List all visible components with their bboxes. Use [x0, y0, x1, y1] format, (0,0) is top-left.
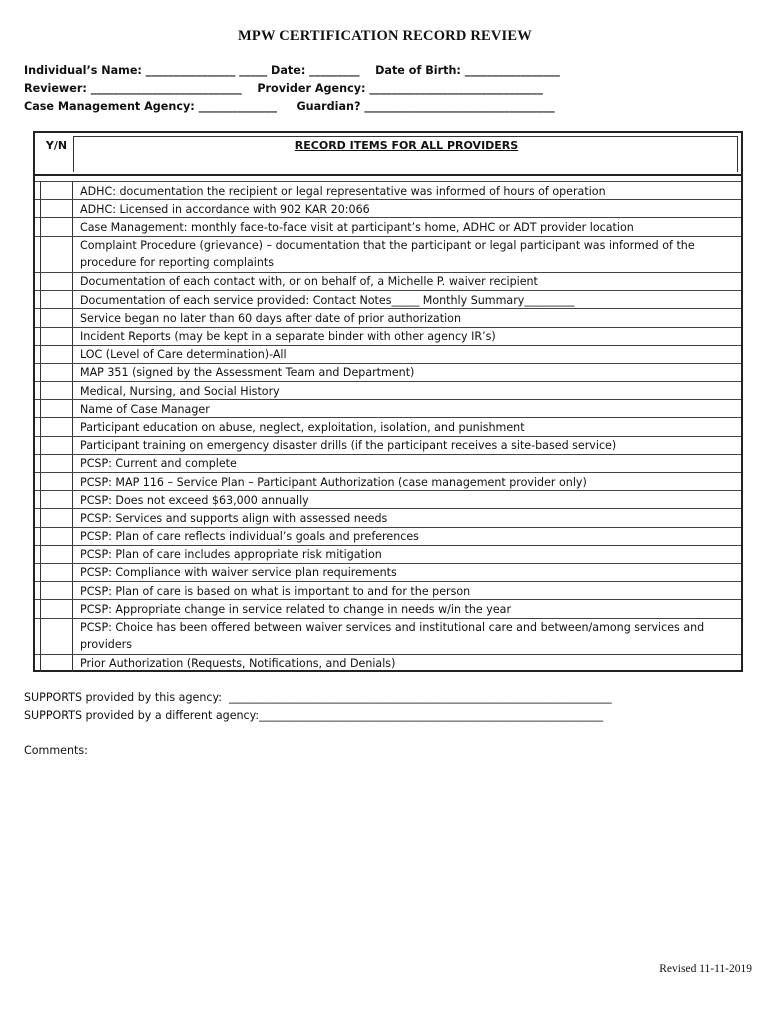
table-body — [35, 181, 741, 672]
yn-column-header: Y/N — [45, 139, 68, 152]
record-item-label: LOC (Level of Care determination)-All — [80, 348, 287, 362]
yn-checkbox-cell[interactable] — [40, 619, 73, 654]
comments-label: Comments: — [24, 744, 88, 757]
yn-checkbox-cell[interactable] — [40, 582, 73, 599]
table-row — [35, 327, 741, 345]
table-row — [35, 490, 741, 508]
table-header-row — [35, 133, 741, 176]
yn-checkbox-cell[interactable] — [40, 564, 73, 581]
yn-checkbox-cell[interactable] — [40, 528, 73, 545]
table-row — [35, 381, 741, 399]
record-item-label: Medical, Nursing, and Social History — [80, 384, 280, 398]
yn-checkbox-cell[interactable] — [40, 418, 73, 435]
table-row — [35, 181, 741, 199]
table-row — [35, 454, 741, 472]
record-item-label: PCSP: Plan of care includes appropriate risk mitigation — [80, 548, 382, 562]
yn-checkbox-cell[interactable] — [40, 491, 73, 508]
record-item-label: Participant training on emergency disaster drills (if the participant receives a site-based service) — [80, 439, 617, 453]
table-row — [35, 581, 741, 599]
table-row — [35, 508, 741, 526]
record-item-label: ADHC: documentation the recipient or legal representative was informed of hours of operation — [80, 184, 606, 198]
table-row — [35, 563, 741, 581]
table-row — [35, 217, 741, 235]
record-item-label: PCSP: Services and supports align with assessed needs — [80, 511, 388, 525]
yn-checkbox-cell[interactable] — [40, 237, 73, 272]
yn-checkbox-cell[interactable] — [40, 309, 73, 326]
yn-checkbox-cell[interactable] — [40, 182, 73, 199]
yn-checkbox-cell[interactable] — [40, 655, 73, 672]
yn-checkbox-cell[interactable] — [40, 200, 73, 217]
record-item-label: ADHC: Licensed in accordance with 902 KAR 20:066 — [80, 202, 370, 216]
table-row — [35, 618, 741, 654]
yn-checkbox-cell[interactable] — [40, 546, 73, 563]
yn-checkbox-cell[interactable] — [40, 273, 73, 290]
record-item-label: PCSP: Does not exceed $63,000 annually — [80, 493, 309, 507]
record-item-label: Name of Case Manager — [80, 402, 210, 416]
record-item-label: MAP 351 (signed by the Assessment Team and Department) — [80, 366, 415, 380]
yn-checkbox-cell[interactable] — [40, 382, 73, 399]
record-item-label: Incident Reports (may be kept in a separate binder with other agency IR’s) — [80, 330, 496, 344]
record-item-label: Documentation of each service provided: Contact Notes_____ Monthly Summary_________ — [80, 293, 575, 307]
supports-this-agency-field[interactable]: SUPPORTS provided by this agency: _____________________________________________________________________ — [24, 691, 612, 704]
yn-checkbox-cell[interactable] — [40, 291, 73, 308]
record-item-label: PCSP: Plan of care reflects individual’s goals and preferences — [80, 530, 419, 544]
table-row — [35, 345, 741, 363]
page-title: MPW CERTIFICATION RECORD REVIEW — [238, 28, 532, 44]
table-row — [35, 236, 741, 272]
record-item-label: PCSP: Compliance with waiver service plan requirements — [80, 566, 397, 580]
table-row — [35, 290, 741, 308]
table-row — [35, 308, 741, 326]
table-row — [35, 272, 741, 290]
record-items-table — [33, 131, 743, 672]
record-item-label: Case Management: monthly face-to-face visit at participant’s home, ADHC or ADT provider location — [80, 220, 634, 234]
header-line-reviewer[interactable]: Reviewer: ___________________________ Provider Agency: _______________________________ — [24, 82, 543, 95]
record-item-label: Complaint Procedure (grievance) – documentation that the participant or legal participant was informed of the procedure for reporting complaints — [80, 239, 695, 270]
record-items-column-header: RECORD ITEMS FOR ALL PROVIDERS — [294, 139, 519, 152]
record-item-label: Participant education on abuse, neglect, exploitation, isolation, and punishment — [80, 420, 525, 434]
yn-checkbox-cell[interactable] — [40, 364, 73, 381]
yn-checkbox-cell[interactable] — [40, 346, 73, 363]
header-line-case-management-agency[interactable]: Case Management Agency: ______________ Guardian? __________________________________ — [24, 100, 555, 113]
supports-different-agency-field[interactable]: SUPPORTS provided by a different agency:______________________________________________________________ — [24, 709, 604, 722]
yn-checkbox-cell[interactable] — [40, 455, 73, 472]
yn-checkbox-cell[interactable] — [40, 437, 73, 454]
record-item-label: PCSP: Choice has been offered between waiver services and institutional care and between/among services and providers — [80, 621, 705, 652]
table-row — [35, 436, 741, 454]
table-row — [35, 417, 741, 435]
record-item-label: PCSP: Plan of care is based on what is important to and for the person — [80, 584, 471, 598]
table-row — [35, 545, 741, 563]
table-row — [35, 654, 741, 672]
record-item-label: PCSP: MAP 116 – Service Plan – Participant Authorization (case management provider only) — [80, 475, 587, 489]
revision-date: Revised 11-11-2019 — [659, 963, 752, 975]
table-row — [35, 472, 741, 490]
header-line-individual-name[interactable]: Individual’s Name: ________________ _____ Date: _________ Date of Birth: _________________ — [24, 64, 560, 77]
table-row — [35, 527, 741, 545]
table-row — [35, 363, 741, 381]
table-row — [35, 599, 741, 617]
yn-checkbox-cell[interactable] — [40, 400, 73, 417]
table-row — [35, 199, 741, 217]
yn-checkbox-cell[interactable] — [40, 473, 73, 490]
record-item-label: Prior Authorization (Requests, Notifications, and Denials) — [80, 657, 396, 671]
yn-checkbox-cell[interactable] — [40, 218, 73, 235]
record-item-label: PCSP: Current and complete — [80, 457, 237, 471]
yn-checkbox-cell[interactable] — [40, 509, 73, 526]
record-item-label: Documentation of each contact with, or on behalf of, a Michelle P. waiver recipient — [80, 275, 538, 289]
table-row — [35, 399, 741, 417]
yn-checkbox-cell[interactable] — [40, 328, 73, 345]
record-item-label: Service began no later than 60 days after date of prior authorization — [80, 311, 461, 325]
record-item-label: PCSP: Appropriate change in service related to change in needs w/in the year — [80, 602, 512, 616]
yn-checkbox-cell[interactable] — [40, 600, 73, 617]
